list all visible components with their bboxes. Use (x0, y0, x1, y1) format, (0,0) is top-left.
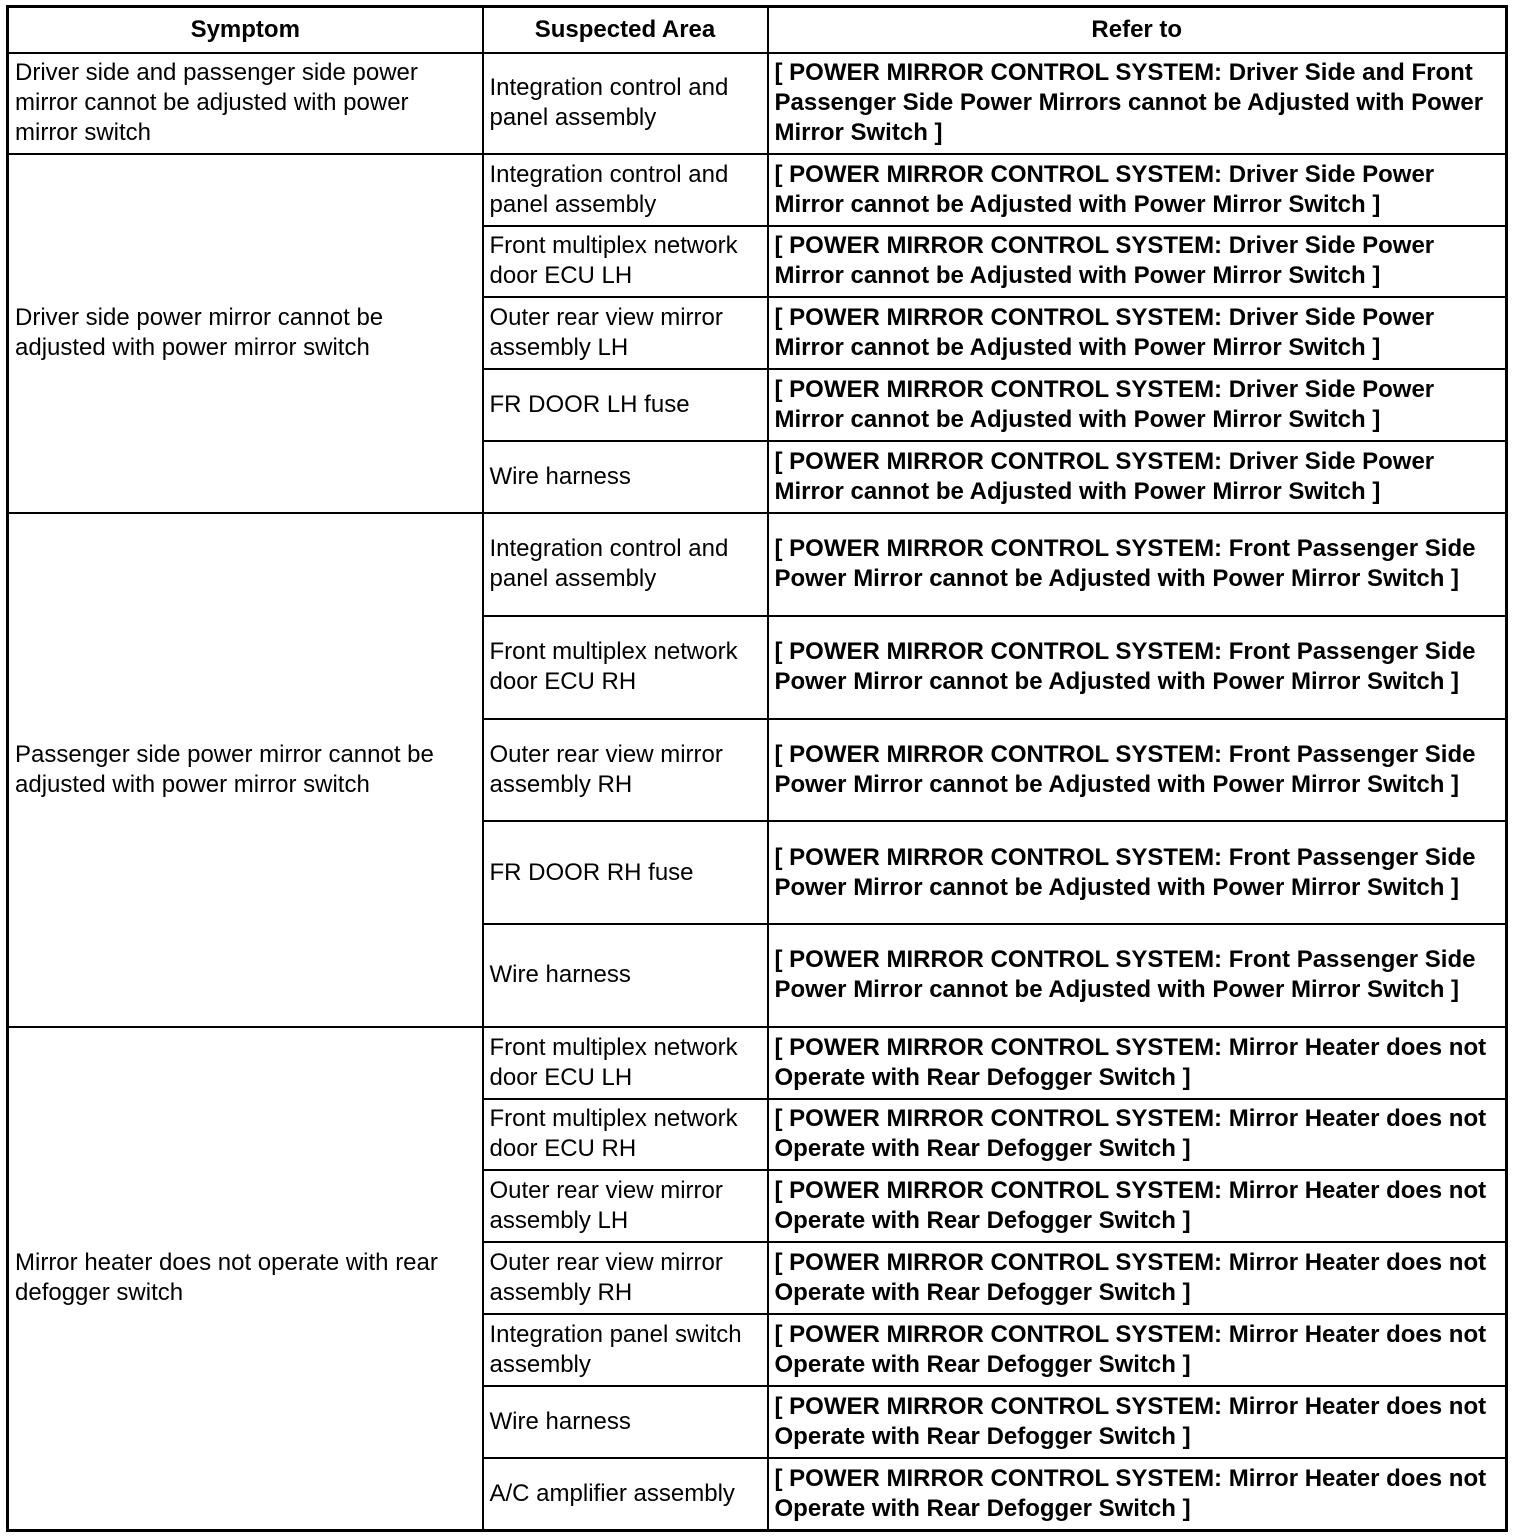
refer-to-cell: [ POWER MIRROR CONTROL SYSTEM: Front Passenger Side Power Mirror cannot be Adjusted with Power Mirror Switch ] (768, 513, 1507, 616)
suspected-area-cell: Outer rear view mirror assembly LH (483, 1170, 768, 1242)
suspected-area-cell: Outer rear view mirror assembly LH (483, 297, 768, 369)
suspected-area-cell: Outer rear view mirror assembly RH (483, 719, 768, 822)
refer-to-cell: [ POWER MIRROR CONTROL SYSTEM: Driver Side Power Mirror cannot be Adjusted with Power Mirror Switch ] (768, 369, 1507, 441)
suspected-area-cell: Front multiplex network door ECU LH (483, 1027, 768, 1099)
refer-to-cell: [ POWER MIRROR CONTROL SYSTEM: Mirror Heater does not Operate with Rear Defogger Switch ] (768, 1099, 1507, 1171)
suspected-area-cell: FR DOOR RH fuse (483, 821, 768, 924)
symptom-cell: Driver side and passenger side power mirror cannot be adjusted with power mirror switch (8, 53, 483, 154)
refer-to-cell: [ POWER MIRROR CONTROL SYSTEM: Mirror Heater does not Operate with Rear Defogger Switch ] (768, 1314, 1507, 1386)
refer-to-cell: [ POWER MIRROR CONTROL SYSTEM: Front Passenger Side Power Mirror cannot be Adjusted with Power Mirror Switch ] (768, 924, 1507, 1027)
refer-to-cell: [ POWER MIRROR CONTROL SYSTEM: Front Passenger Side Power Mirror cannot be Adjusted with Power Mirror Switch ] (768, 616, 1507, 719)
suspected-area-cell: Front multiplex network door ECU LH (483, 226, 768, 298)
refer-to-cell: [ POWER MIRROR CONTROL SYSTEM: Driver Side Power Mirror cannot be Adjusted with Power Mirror Switch ] (768, 297, 1507, 369)
refer-to-cell: [ POWER MIRROR CONTROL SYSTEM: Mirror Heater does not Operate with Rear Defogger Switch ] (768, 1458, 1507, 1531)
header-refer-to: Refer to (768, 7, 1507, 54)
suspected-area-cell: Wire harness (483, 441, 768, 513)
suspected-area-cell: Integration control and panel assembly (483, 53, 768, 154)
suspected-area-cell: Integration control and panel assembly (483, 513, 768, 616)
suspected-area-cell: Wire harness (483, 1386, 768, 1458)
refer-to-cell: [ POWER MIRROR CONTROL SYSTEM: Mirror Heater does not Operate with Rear Defogger Switch ] (768, 1170, 1507, 1242)
refer-to-cell: [ POWER MIRROR CONTROL SYSTEM: Mirror Heater does not Operate with Rear Defogger Switch ] (768, 1386, 1507, 1458)
refer-to-cell: [ POWER MIRROR CONTROL SYSTEM: Driver Side Power Mirror cannot be Adjusted with Power Mirror Switch ] (768, 154, 1507, 226)
symptom-cell: Driver side power mirror cannot be adjusted with power mirror switch (8, 154, 483, 513)
table-row (8, 1027, 1507, 1099)
refer-to-cell: [ POWER MIRROR CONTROL SYSTEM: Driver Side and Front Passenger Side Power Mirrors cannot be Adjusted with Power Mirror Switch ] (768, 53, 1507, 154)
header-symptom: Symptom (8, 7, 483, 54)
suspected-area-cell: Front multiplex network door ECU RH (483, 616, 768, 719)
troubleshooting-table (6, 5, 1508, 1532)
table-row (8, 513, 1507, 616)
suspected-area-cell: Outer rear view mirror assembly RH (483, 1242, 768, 1314)
suspected-area-cell: FR DOOR LH fuse (483, 369, 768, 441)
table-row (8, 154, 1507, 226)
refer-to-cell: [ POWER MIRROR CONTROL SYSTEM: Front Passenger Side Power Mirror cannot be Adjusted with Power Mirror Switch ] (768, 719, 1507, 822)
refer-to-cell: [ POWER MIRROR CONTROL SYSTEM: Driver Side Power Mirror cannot be Adjusted with Power Mirror Switch ] (768, 226, 1507, 298)
symptom-cell: Mirror heater does not operate with rear defogger switch (8, 1027, 483, 1531)
suspected-area-cell: A/C amplifier assembly (483, 1458, 768, 1531)
table-row (8, 53, 1507, 154)
refer-to-cell: [ POWER MIRROR CONTROL SYSTEM: Driver Side Power Mirror cannot be Adjusted with Power Mirror Switch ] (768, 441, 1507, 513)
refer-to-cell: [ POWER MIRROR CONTROL SYSTEM: Mirror Heater does not Operate with Rear Defogger Switch ] (768, 1242, 1507, 1314)
refer-to-cell: [ POWER MIRROR CONTROL SYSTEM: Front Passenger Side Power Mirror cannot be Adjusted with Power Mirror Switch ] (768, 821, 1507, 924)
suspected-area-cell: Front multiplex network door ECU RH (483, 1099, 768, 1171)
suspected-area-cell: Integration panel switch assembly (483, 1314, 768, 1386)
header-row (8, 7, 1507, 54)
suspected-area-cell: Integration control and panel assembly (483, 154, 768, 226)
refer-to-cell: [ POWER MIRROR CONTROL SYSTEM: Mirror Heater does not Operate with Rear Defogger Switch ] (768, 1027, 1507, 1099)
symptom-cell: Passenger side power mirror cannot be adjusted with power mirror switch (8, 513, 483, 1027)
header-suspected-area: Suspected Area (483, 7, 768, 54)
suspected-area-cell: Wire harness (483, 924, 768, 1027)
